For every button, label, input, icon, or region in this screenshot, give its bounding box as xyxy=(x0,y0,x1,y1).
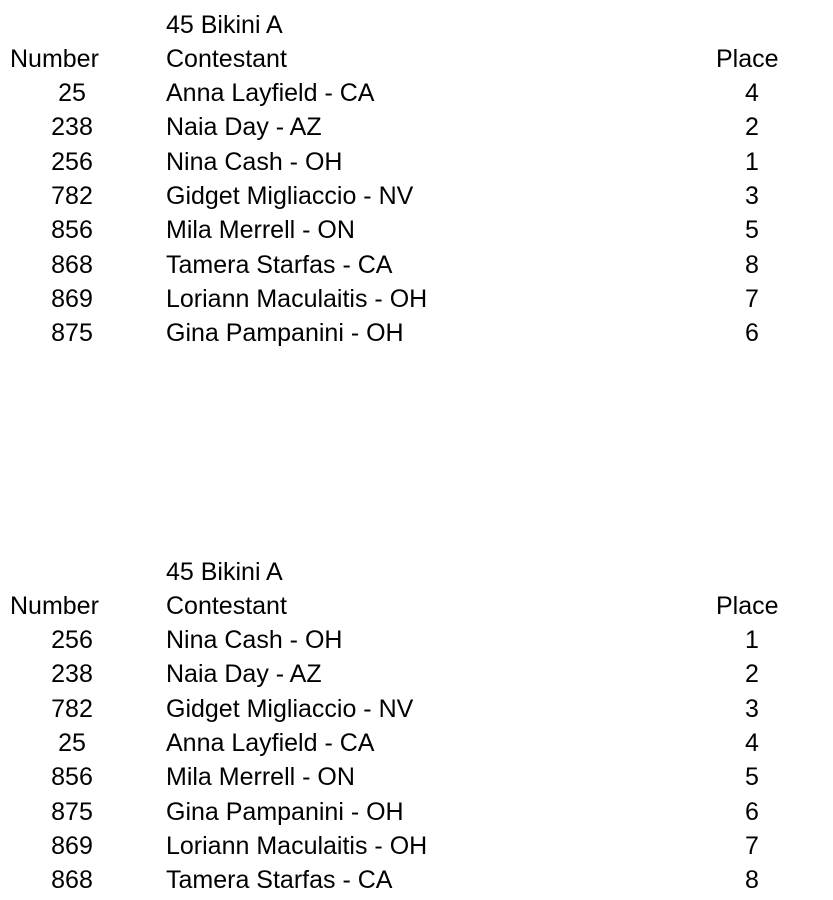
contestant-number: 238 xyxy=(51,113,93,142)
contestant-name: Anna Layfield - CA xyxy=(166,79,375,107)
contestant-number: 869 xyxy=(51,831,93,860)
contestant-place: 4 xyxy=(745,79,759,107)
contestant-number: 25 xyxy=(58,728,86,757)
contestant-place: 8 xyxy=(745,866,759,895)
contestant-name: Naia Day - AZ xyxy=(166,660,322,689)
table-row xyxy=(0,863,833,897)
contestant-name: Tamera Starfas - CA xyxy=(166,250,393,279)
contestant-number: 256 xyxy=(51,626,93,654)
table-row xyxy=(0,795,833,829)
contestant-number: 875 xyxy=(51,797,93,826)
contestant-place: 6 xyxy=(745,797,759,826)
contestant-number: 238 xyxy=(51,660,93,689)
contestant-number: 256 xyxy=(51,147,93,176)
header-place: Place xyxy=(716,592,779,620)
contestant-place: 5 xyxy=(745,216,759,245)
contestant-name: Nina Cash - OH xyxy=(166,626,343,654)
header-row xyxy=(0,42,833,76)
table-row xyxy=(0,76,833,110)
table-row xyxy=(0,692,833,726)
contestant-name: Nina Cash - OH xyxy=(166,147,343,176)
contestant-number: 25 xyxy=(58,79,86,107)
table-row xyxy=(0,213,833,247)
contestant-place: 2 xyxy=(745,660,759,689)
contestant-name: Gina Pampanini - OH xyxy=(166,319,404,348)
contestant-place: 3 xyxy=(745,694,759,723)
table-row xyxy=(0,145,833,179)
contestant-place: 4 xyxy=(745,728,759,757)
header-number: Number xyxy=(10,592,99,620)
contestant-name: Naia Day - AZ xyxy=(166,113,322,142)
contestant-place: 5 xyxy=(745,763,759,792)
contestant-name: Tamera Starfas - CA xyxy=(166,866,393,895)
contestant-place: 3 xyxy=(745,181,759,210)
table-row xyxy=(0,248,833,282)
header-place: Place xyxy=(716,45,779,73)
contestant-place: 2 xyxy=(745,113,759,142)
contestant-place: 6 xyxy=(745,319,759,348)
contestant-name: Gidget Migliaccio - NV xyxy=(166,181,414,210)
contestant-name: Gina Pampanini - OH xyxy=(166,797,404,826)
contestant-number: 856 xyxy=(51,216,93,245)
header-contestant: Contestant xyxy=(166,45,287,73)
contestant-number: 856 xyxy=(51,763,93,792)
contestant-name: Loriann Maculaitis - OH xyxy=(166,284,428,313)
contestant-place: 7 xyxy=(745,284,759,313)
contestant-name: Mila Merrell - ON xyxy=(166,216,355,245)
contestant-number: 868 xyxy=(51,250,93,279)
header-contestant: Contestant xyxy=(166,592,287,620)
contestant-number: 782 xyxy=(51,181,93,210)
contestant-name: Gidget Migliaccio - NV xyxy=(166,694,414,723)
table-row xyxy=(0,726,833,760)
contestant-number: 875 xyxy=(51,319,93,348)
header-row xyxy=(0,589,833,623)
division-row xyxy=(0,8,833,42)
division-title: 45 Bikini A xyxy=(166,11,283,39)
header-number: Number xyxy=(10,45,99,73)
contestant-name: Anna Layfield - CA xyxy=(166,728,375,757)
contestant-name: Mila Merrell - ON xyxy=(166,763,355,792)
contestant-number: 782 xyxy=(51,694,93,723)
contestant-place: 1 xyxy=(745,147,759,176)
contestant-place: 7 xyxy=(745,831,759,860)
contestant-name: Loriann Maculaitis - OH xyxy=(166,831,428,860)
contestant-number: 868 xyxy=(51,866,93,895)
contestant-number: 869 xyxy=(51,284,93,313)
table-row xyxy=(0,829,833,863)
table-row xyxy=(0,110,833,144)
table-row xyxy=(0,623,833,657)
table-row xyxy=(0,282,833,316)
table-row xyxy=(0,316,833,350)
table-row xyxy=(0,760,833,794)
division-title: 45 Bikini A xyxy=(166,558,283,586)
table-row xyxy=(0,179,833,213)
division-row xyxy=(0,555,833,589)
table-row xyxy=(0,657,833,691)
contestant-place: 8 xyxy=(745,250,759,279)
contestant-place: 1 xyxy=(745,626,759,654)
